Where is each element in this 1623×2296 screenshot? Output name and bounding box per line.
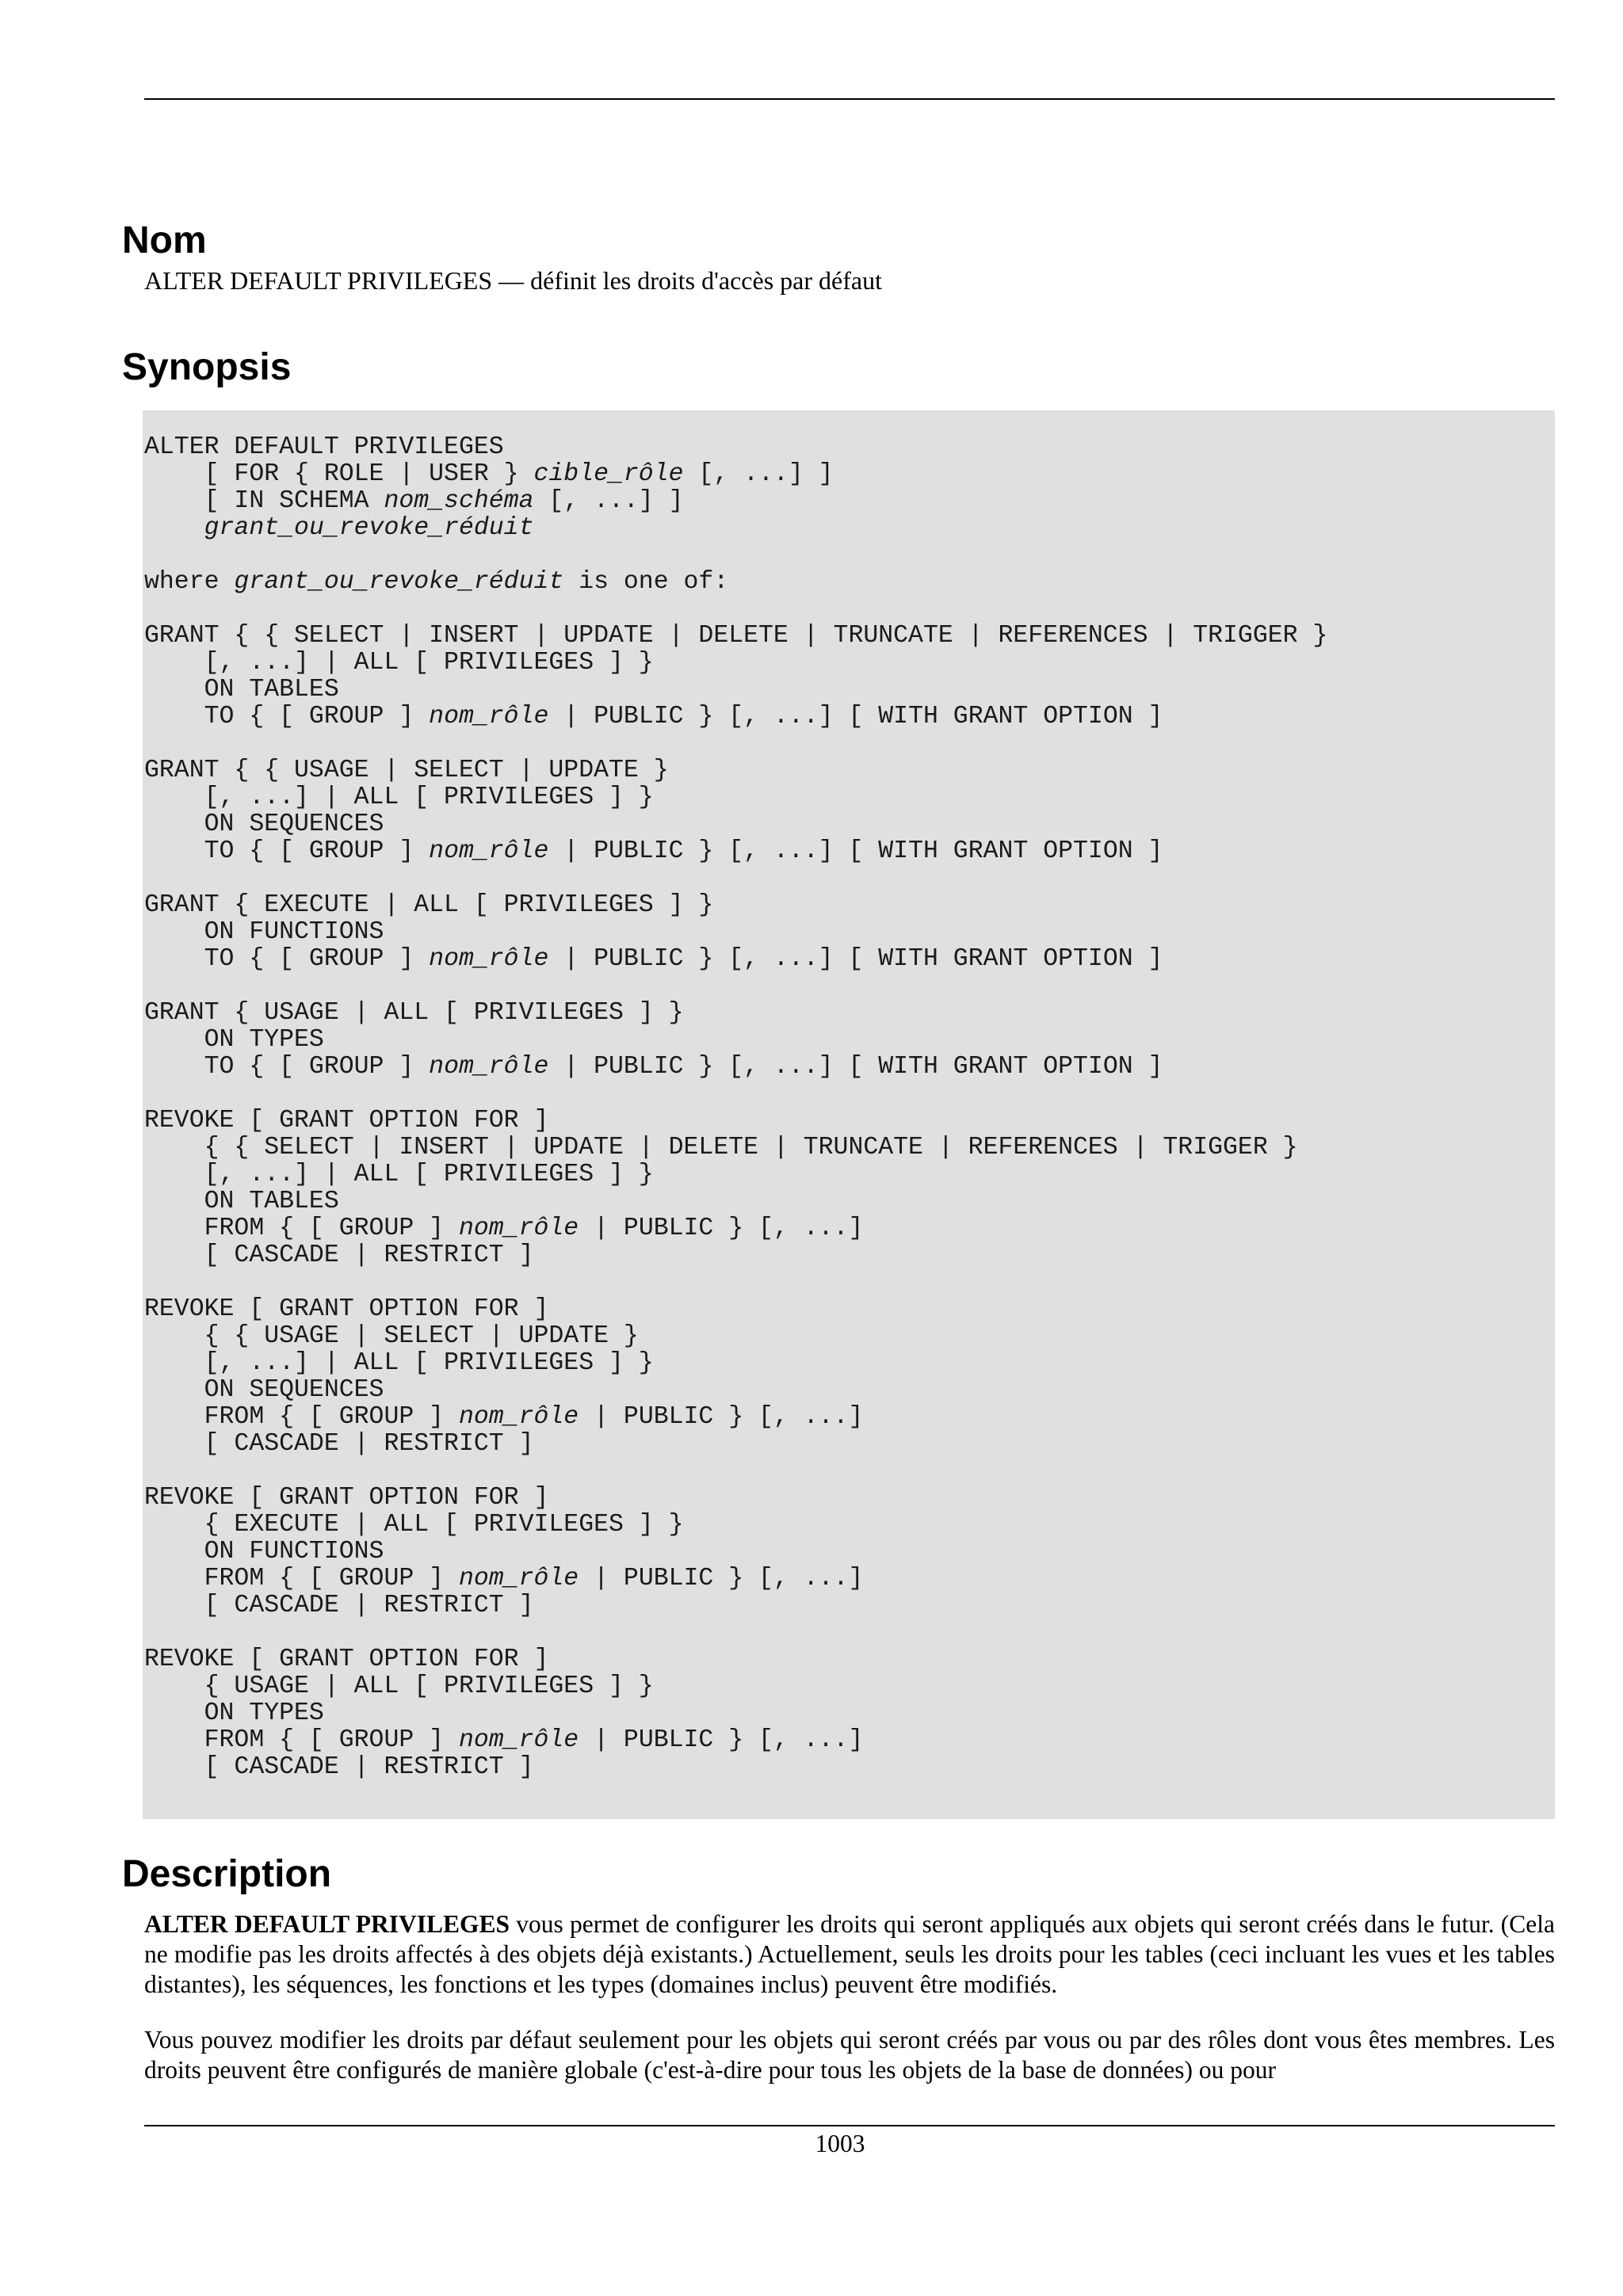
header-rule xyxy=(144,98,1555,100)
synopsis-box xyxy=(143,410,1555,1819)
section-heading-nom: Nom xyxy=(122,219,207,261)
description-paragraph-2: Vous pouvez modifier les droits par défaut seulement pour les objets qui seront créés par vous ou par des rôles dont vous êtes membres. Les droits peuvent être configurés de manière globale (c'est-à-dire pour tous les objets de la base de données) ou pour xyxy=(144,2026,1555,2084)
section-heading-synopsis: Synopsis xyxy=(122,346,292,388)
footer-rule xyxy=(144,2125,1555,2126)
section-heading-description: Description xyxy=(122,1853,332,1895)
refname-line: ALTER DEFAULT PRIVILEGES — définit les droits d'accès par défaut xyxy=(144,266,882,295)
page-number: 1003 xyxy=(815,2130,865,2157)
description-paragraph-1: ALTER DEFAULT PRIVILEGES vous permet de configurer les droits qui seront appliqués aux objets qui seront créés dans le futur. (Cela ne modifie pas les droits affectés à des objets déjà existants.) Actuellement, seuls les droits pour les tables (ceci incluant les vues et les tables distantes), les séquences, les fonctions et les types (domaines inclus) peuvent être modifiés. xyxy=(144,1910,1555,1998)
command-name: ALTER DEFAULT PRIVILEGES xyxy=(144,1910,510,1938)
synopsis-code: ALTER DEFAULT PRIVILEGES [ FOR { ROLE | USER } cible_rôle [, ...] ] [ IN SCHEMA nom_schéma [, ...] ] grant_ou_revoke_réduit where grant_ou_revoke_réduit is one of: GRANT { { SELECT | INSERT | UPDATE | DELETE | TRUNCATE | REFERENCES | TRIGGER } [, ...] | ALL [ PRIVILEGES ] } ON TABLES TO { [ GROUP ] nom_rôle | PUBLIC } [, ...] [ WITH GRANT OPTION ] GRANT { { USAGE | SELECT | UPDATE } [, ...] | ALL [ PRIVILEGES ] } ON SEQUENCES TO { [ GROUP ] nom_rôle | PUBLIC } [, ...] [ WITH GRANT OPTION ] GRANT { EXECUTE | ALL [ PRIVILEGES ] } ON FUNCTIONS TO { [ GROUP ] nom_rôle | PUBLIC } [, ...] [ WITH GRANT OPTION ] GRANT { USAGE | ALL [ PRIVILEGES ] } ON TYPES TO { [ GROUP ] nom_rôle | PUBLIC } [, ...] [ WITH GRANT OPTION ] REVOKE [ GRANT OPTION FOR ] { { SELECT | INSERT | UPDATE | DELETE | TRUNCATE | REFERENCES | TRIGGER } [, ...] | ALL [ PRIVILEGES ] } ON TABLES FROM { [ GROUP ] nom_rôle | PUBLIC } [, ...] [ CASCADE | RESTRICT ] REVOKE [ GRANT OPTION FOR ] { { USAGE | SELECT | UPDATE } [, ...] | ALL [ PRIVILEGES ] } ON SEQUENCES FROM { [ GROUP ] nom_rôle | PUBLIC } [, ...] [ CASCADE | RESTRICT ] REVOKE [ GRANT OPTION FOR ] { EXECUTE | ALL [ PRIVILEGES ] } ON FUNCTIONS FROM { [ GROUP ] nom_rôle | PUBLIC } [, ...] [ CASCADE | RESTRICT ] REVOKE [ GRANT OPTION FOR ] { USAGE | ALL [ PRIVILEGES ] } ON TYPES FROM { [ GROUP ] nom_rôle | PUBLIC } [, ...] [ CASCADE | RESTRICT ] xyxy=(144,433,1328,1781)
